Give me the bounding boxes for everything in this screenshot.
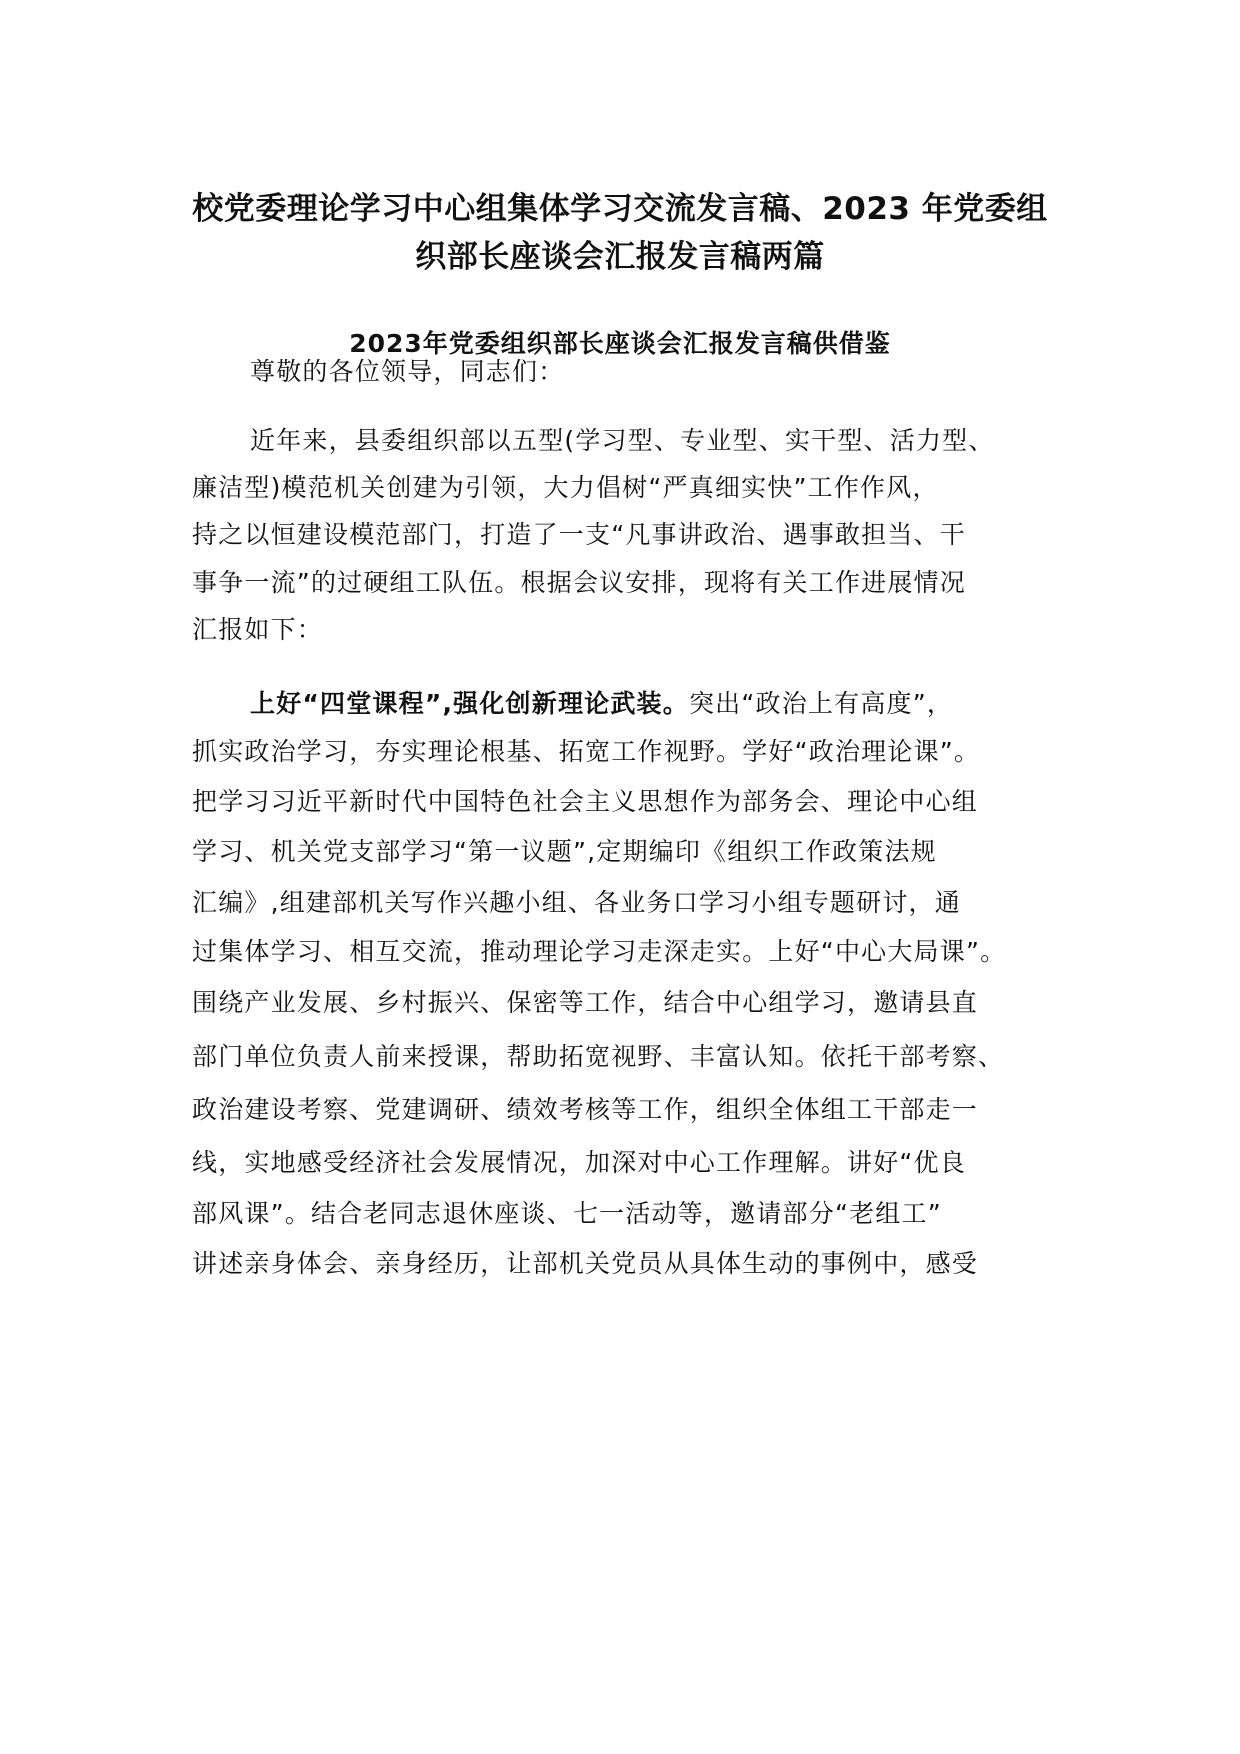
paragraph-2-line-6: 过集体学习、相互交流，推动理论学习走深走实。上好“中心大局课”。 [192, 937, 1007, 966]
paragraph-2-line-7: 围绕产业发展、乡村振兴、保密等工作，结合中心组学习，邀请县直 [192, 988, 979, 1017]
paragraph-2-line-5: 汇编》,组建部机关写作兴趣小组、各业务口学习小组专题研讨，通 [192, 888, 961, 917]
paragraph-2-line-12: 讲述亲身体会、亲身经历，让部机关党员从具体生动的事例中，感受 [192, 1249, 979, 1278]
section-subtitle: 2023年党委组织部长座谈会汇报发言稿供借鉴 [349, 329, 891, 358]
paragraph-1-line-1: 近年来，县委组织部以五型(学习型、专业型、实干型、活力型、 [250, 426, 995, 455]
paragraph-2-line-4: 学习、机关党支部学习“第一议题”,定期编印《组织工作政策法规 [192, 837, 937, 866]
salutation: 尊敬的各位领导，同志们： [250, 357, 565, 386]
document-title-line-1: 校党委理论学习中心组集体学习交流发言稿、2023 年党委组 [192, 191, 1048, 227]
paragraph-2-line-3: 把学习习近平新时代中国特色社会主义思想作为部务会、理论中心组 [192, 787, 979, 816]
paragraph-2-line-9: 政治建设考察、党建调研、绩效考核等工作，组织全体组工干部走一 [192, 1095, 979, 1124]
paragraph-2-heading: 上好“四堂课程”,强化创新理论武装。 [250, 689, 689, 718]
paragraph-1-line-3: 持之以恒建设模范部门，打造了一支“凡事讲政治、遇事敢担当、干 [192, 520, 966, 549]
paragraph-2-line-8: 部门单位负责人前来授课，帮助拓宽视野、丰富认知。依托干部考察、 [192, 1042, 1005, 1071]
paragraph-2-first-line-rest: 突出“政治上有高度”， [688, 689, 954, 718]
paragraph-1-line-5: 汇报如下： [192, 615, 324, 644]
document-title-line-2: 织部长座谈会汇报发言稿两篇 [415, 239, 825, 275]
paragraph-1-line-4: 事争一流”的过硬组工队伍。根据会议安排，现将有关工作进展情况 [192, 568, 966, 597]
paragraph-2-line-1 [250, 684, 1072, 724]
paragraph-2-line-10: 线，实地感受经济社会发展情况，加深对中心工作理解。讲好“优良 [192, 1148, 966, 1177]
paragraph-2-line-2: 抓实政治学习，夯实理论根基、拓宽工作视野。学好“政治理论课”。 [192, 737, 981, 766]
paragraph-1-line-2: 廉洁型)模范机关创建为引领，大力倡树“严真细实快”工作作风， [192, 473, 939, 502]
paragraph-2-line-11: 部风课”。结合老同志退休座谈、七一活动等，邀请部分“老组工” [192, 1199, 942, 1228]
